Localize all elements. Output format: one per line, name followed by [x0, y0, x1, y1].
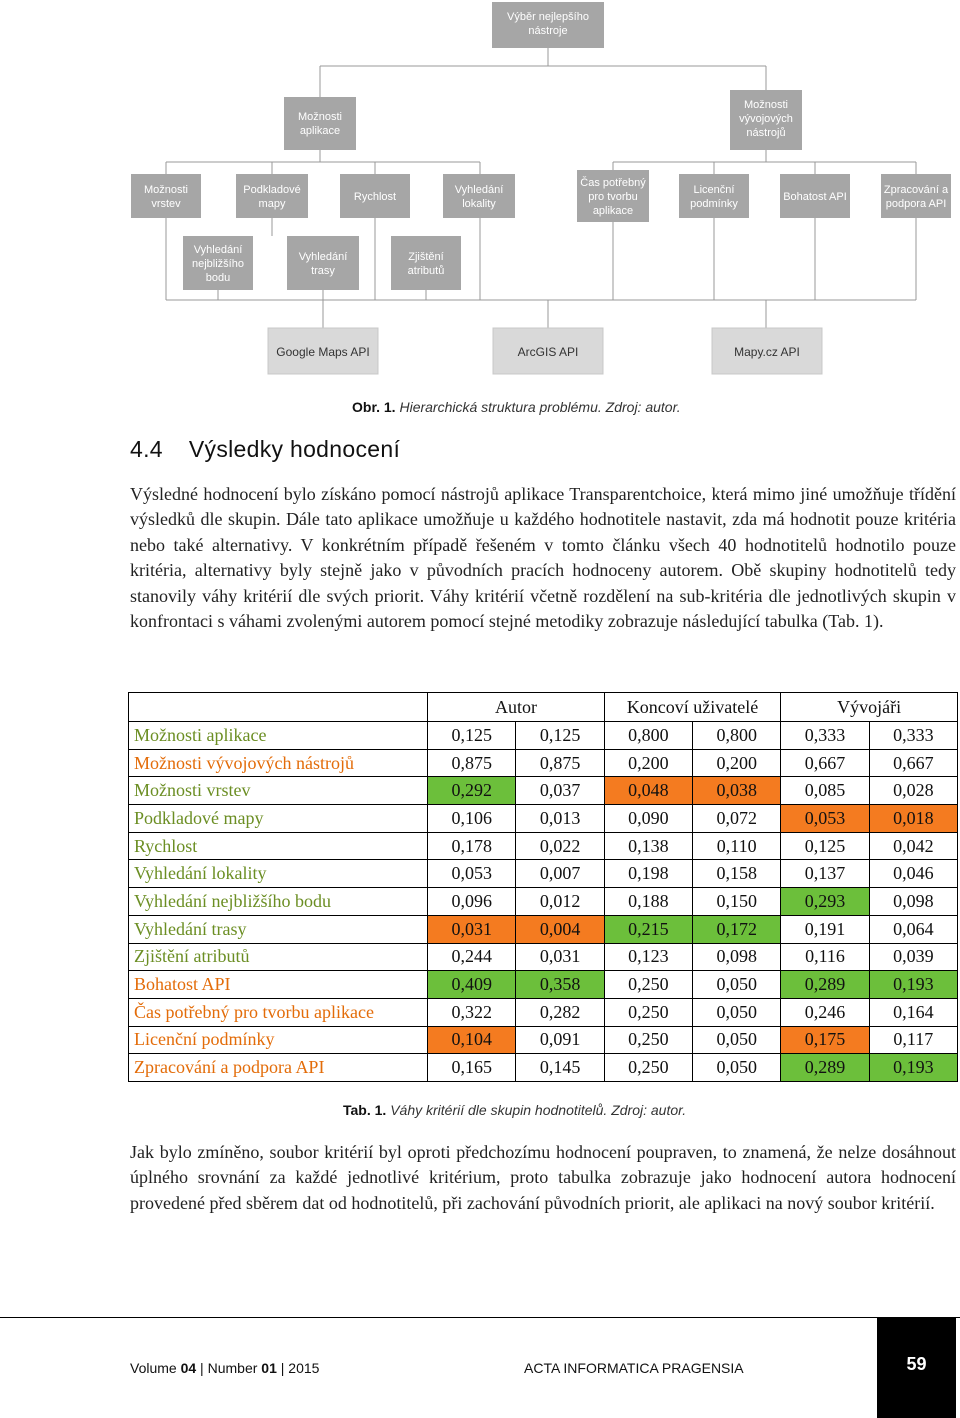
table-cell: 0,193	[869, 1054, 957, 1082]
table-cell: 0,188	[604, 888, 692, 916]
table-cell: 0,293	[781, 888, 869, 916]
table-cell: 0,053	[781, 805, 869, 833]
table-cell: 0,064	[869, 915, 957, 943]
table-cell: 0,800	[604, 722, 692, 750]
subcriterion-node-3-label: Zjištění atributů	[407, 251, 445, 277]
criterion-node-6	[679, 174, 749, 218]
table-cell: 0,193	[869, 971, 957, 999]
subcriterion-node-2-label: Vyhledání trasy	[298, 251, 348, 277]
table-header-autor: Autor	[428, 693, 605, 722]
table-row	[129, 915, 958, 943]
table-cell: 0,012	[516, 888, 604, 916]
table-cell: 0,031	[428, 915, 516, 943]
table-cell: 0,409	[428, 971, 516, 999]
table-cell: 0,800	[693, 722, 781, 750]
criterion-node-2	[236, 174, 308, 218]
table-cell: 0,037	[516, 777, 604, 805]
table-caption: Tab. 1. Váhy kritérií dle skupin hodnotitelů. Zdroj: autor.	[343, 1102, 687, 1118]
subcriterion-node-2	[287, 236, 359, 290]
table-cell: 0,125	[781, 832, 869, 860]
table-cell: 0,106	[428, 805, 516, 833]
table-cell: 0,096	[428, 888, 516, 916]
criterion-node-4	[443, 174, 515, 218]
table-cell: 0,085	[781, 777, 869, 805]
subcriterion-node-1-label: Vyhledání nejbližšího bodu	[192, 244, 244, 284]
table-cell: 0,090	[604, 805, 692, 833]
table-cell: 0,282	[516, 998, 604, 1026]
table-row	[129, 1054, 958, 1082]
table-row	[129, 722, 958, 750]
table-row	[129, 943, 958, 971]
row-label: Podkladové mapy	[129, 805, 428, 833]
criterion-node-4-label: Vyhledání lokality	[454, 184, 504, 210]
table-cell: 0,053	[428, 860, 516, 888]
table-row	[129, 998, 958, 1026]
paragraph-results: Výsledné hodnocení bylo získáno pomocí nástrojů aplikace Transparentchoice, která mimo jiné umožňuje třídění výsledků dle skupin. Dále tato aplikace umožňuje u každého hodnotitele nastavit, zda má hodnotit pouze kritéria nebo také alternativy. V konkrétním případě řešeném v tomto článku všech 40 hodnotitelů hodnotilo pouze kritéria, alternativy byly stejně jako v původních pracích hodnoceny autorem. Obě skupiny hodnotitelů tedy stanovily váhy kritérií dle svých priorit. Váhy kritérií včetně rozdělení na sub-kritéria dle jednotlivých skupin v konfrontaci s váhami zvolenými autorem pomocí stejné metodiky zobrazuje následující tabulka (Tab. 1).	[130, 484, 956, 632]
table-cell: 0,091	[516, 1026, 604, 1054]
table-cell: 0,250	[604, 998, 692, 1026]
table-cell: 0,175	[781, 1026, 869, 1054]
row-label: Čas potřebný pro tvorbu aplikace	[129, 998, 428, 1026]
page-footer	[0, 1317, 960, 1418]
footer-volume: Volume 04 | Number 01 | 2015	[130, 1360, 320, 1376]
row-label: Možnosti vrstev	[129, 777, 428, 805]
table-cell: 0,250	[604, 1026, 692, 1054]
row-label: Vyhledání nejbližšího bodu	[129, 888, 428, 916]
alternative-node-2-label: ArcGIS API	[517, 345, 579, 359]
table-cell: 0,250	[604, 971, 692, 999]
criterion-node-1-label: Možnosti vrstev	[143, 184, 189, 210]
table-cell: 0,038	[693, 777, 781, 805]
table-cell: 0,137	[781, 860, 869, 888]
criterion-node-3-label: Rychlost	[353, 191, 397, 203]
table-cell: 0,004	[516, 915, 604, 943]
row-label: Vyhledání lokality	[129, 860, 428, 888]
table-header-row	[129, 693, 958, 722]
table-cell: 0,667	[781, 749, 869, 777]
table-cell: 0,200	[604, 749, 692, 777]
criterion-node-7-label: Bohatost API	[783, 191, 847, 203]
table-cell: 0,110	[693, 832, 781, 860]
alternative-node-3-label: Mapy.cz API	[734, 345, 800, 359]
table-cell: 0,333	[781, 722, 869, 750]
root-node-label: Výběr nejlepšího nástroje	[507, 11, 589, 37]
subcriterion-node-3	[391, 236, 461, 290]
table-row	[129, 749, 958, 777]
table-row	[129, 971, 958, 999]
criterion-node-1	[131, 174, 201, 218]
figure-caption: Obr. 1. Hierarchická struktura problému. Zdroj: autor.	[352, 399, 681, 415]
table-cell: 0,042	[869, 832, 957, 860]
row-label: Vyhledání trasy	[129, 915, 428, 943]
criterion-node-6-label: Licenční podmínky	[690, 184, 738, 210]
table-header-koncovi: Koncoví uživatelé	[604, 693, 781, 722]
row-label: Rychlost	[129, 832, 428, 860]
table-cell: 0,050	[693, 1054, 781, 1082]
mid-node-right-label: Možnosti vývojových nástrojů	[739, 99, 793, 139]
table-row	[129, 832, 958, 860]
table-cell: 0,123	[604, 943, 692, 971]
table-cell: 0,072	[693, 805, 781, 833]
alternative-node-1-label: Google Maps API	[276, 345, 370, 359]
table-cell: 0,165	[428, 1054, 516, 1082]
table-row	[129, 777, 958, 805]
table-cell: 0,164	[869, 998, 957, 1026]
table-cell: 0,198	[604, 860, 692, 888]
table-cell: 0,246	[781, 998, 869, 1026]
weights-table	[128, 692, 958, 1082]
table-cell: 0,116	[781, 943, 869, 971]
table-cell: 0,050	[693, 971, 781, 999]
table-row	[129, 1026, 958, 1054]
table-row	[129, 860, 958, 888]
table-cell: 0,667	[869, 749, 957, 777]
table-cell: 0,048	[604, 777, 692, 805]
row-label: Bohatost API	[129, 971, 428, 999]
table-cell: 0,289	[781, 971, 869, 999]
table-cell: 0,333	[869, 722, 957, 750]
criterion-node-2-label: Podkladové mapy	[243, 184, 301, 210]
table-cell: 0,150	[693, 888, 781, 916]
hierarchy-diagram	[0, 0, 960, 390]
row-label: Možnosti vývojových nástrojů	[129, 749, 428, 777]
table-cell: 0,358	[516, 971, 604, 999]
table-cell: 0,098	[693, 943, 781, 971]
mid-node-left-label: Možnosti aplikace	[297, 111, 343, 137]
table-cell: 0,117	[869, 1026, 957, 1054]
table-row	[129, 888, 958, 916]
table-cell: 0,125	[428, 722, 516, 750]
table-cell: 0,022	[516, 832, 604, 860]
table-cell: 0,039	[869, 943, 957, 971]
table-cell: 0,172	[693, 915, 781, 943]
table-cell: 0,145	[516, 1054, 604, 1082]
table-cell: 0,322	[428, 998, 516, 1026]
table-cell: 0,244	[428, 943, 516, 971]
table-cell: 0,875	[516, 749, 604, 777]
footer-journal: ACTA INFORMATICA PRAGENSIA	[524, 1360, 744, 1376]
criterion-node-8-label: Zpracování a podpora API	[883, 184, 949, 210]
table-cell: 0,031	[516, 943, 604, 971]
table-cell: 0,215	[604, 915, 692, 943]
page-number: 59	[877, 1318, 956, 1418]
section-heading: 4.4 Výsledky hodnocení	[130, 436, 401, 462]
table-cell: 0,050	[693, 1026, 781, 1054]
table-cell: 0,028	[869, 777, 957, 805]
criterion-node-8	[881, 174, 951, 218]
row-label: Licenční podmínky	[129, 1026, 428, 1054]
table-cell: 0,250	[604, 1054, 692, 1082]
table-cell: 0,289	[781, 1054, 869, 1082]
table-cell: 0,046	[869, 860, 957, 888]
row-label: Zpracování a podpora API	[129, 1054, 428, 1082]
paragraph-conclusion: Jak bylo zmíněno, soubor kritérií byl oproti předchozímu hodnocení poupraven, to znamená, že nelze dosáhnout úplného srovnání za každé jednotlivé kritérium, proto tabulka zobrazuje jako hodnocení autora hodnocení provedené před sběrem dat od hodnotitelů, při zachování původních priorit, ale aplikaci na nový soubor kritérií.	[130, 1142, 956, 1213]
table-cell: 0,104	[428, 1026, 516, 1054]
mid-node-left	[284, 97, 356, 150]
table-cell: 0,191	[781, 915, 869, 943]
table-cell: 0,875	[428, 749, 516, 777]
table-cell: 0,013	[516, 805, 604, 833]
table-header-empty	[129, 693, 428, 722]
table-cell: 0,098	[869, 888, 957, 916]
table-cell: 0,138	[604, 832, 692, 860]
table-cell: 0,018	[869, 805, 957, 833]
table-row	[129, 805, 958, 833]
table-header-vyvojari: Vývojáři	[781, 693, 958, 722]
table-cell: 0,007	[516, 860, 604, 888]
table-cell: 0,200	[693, 749, 781, 777]
row-label: Zjištění atributů	[129, 943, 428, 971]
table-cell: 0,125	[516, 722, 604, 750]
table-cell: 0,292	[428, 777, 516, 805]
row-label: Možnosti aplikace	[129, 722, 428, 750]
table-cell: 0,158	[693, 860, 781, 888]
table-cell: 0,050	[693, 998, 781, 1026]
table-cell: 0,178	[428, 832, 516, 860]
criterion-node-5-label: Čas potřebný pro tvorbu aplikace	[580, 177, 646, 217]
